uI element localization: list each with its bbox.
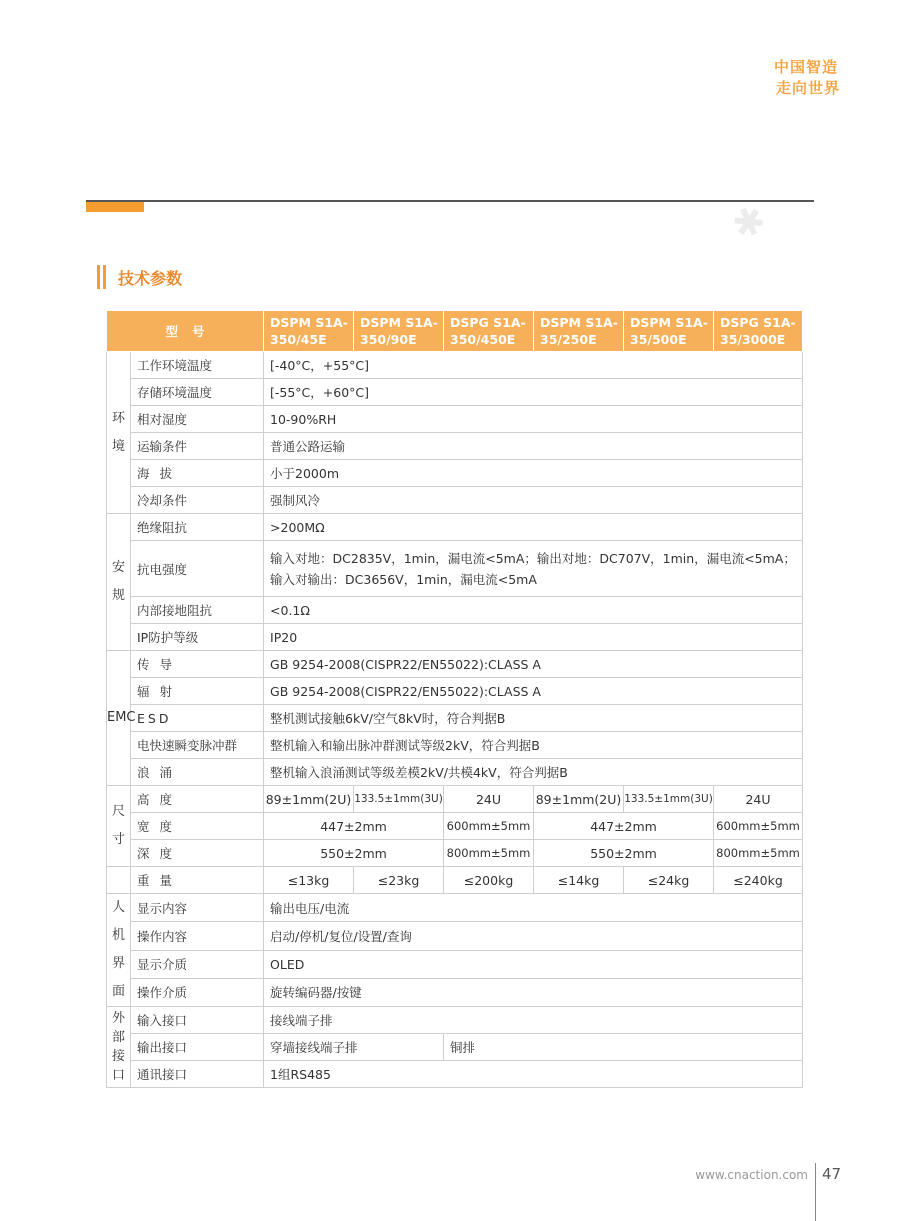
section-title-text: 技术参数 [118, 268, 183, 288]
table-header-row [107, 311, 803, 352]
table-row [107, 460, 803, 487]
row-value: IP20 [264, 624, 803, 651]
header-rule [86, 200, 814, 202]
table-row [107, 406, 803, 433]
size-cell: 800mm±5mm [444, 840, 534, 867]
row-value: <0.1Ω [264, 597, 803, 624]
size-cell: 133.5±1mm(3U) [624, 786, 714, 813]
row-value: 强制风冷 [264, 487, 803, 514]
row-label: 重量 [131, 867, 264, 894]
row-label: IP防护等级 [131, 624, 264, 651]
table-row [107, 759, 803, 786]
header-model-1: DSPM S1A-350/45E [264, 311, 354, 352]
table-row [107, 867, 803, 894]
brand-slogan [774, 57, 838, 99]
row-label: 相对湿度 [131, 406, 264, 433]
weight-cell: ≤24kg [624, 867, 714, 894]
table-row [107, 678, 803, 705]
row-value: 启动/停机/复位/设置/查询 [264, 922, 803, 950]
row-value: [-55°C，+60°C] [264, 379, 803, 406]
row-value: OLED [264, 950, 803, 978]
size-cell: 447±2mm [534, 813, 714, 840]
table-row [107, 541, 803, 597]
weight-cell: ≤23kg [354, 867, 444, 894]
category-env: 环境 [107, 352, 131, 514]
row-label: 海拔 [131, 460, 264, 487]
row-label: 浪涌 [131, 759, 264, 786]
table-row [107, 1007, 803, 1034]
table-row [107, 950, 803, 978]
table-row [107, 487, 803, 514]
size-cell: 550±2mm [264, 840, 444, 867]
row-value: 小于2000m [264, 460, 803, 487]
weight-cell: ≤200kg [444, 867, 534, 894]
table-row [107, 813, 803, 840]
row-label: 冷却条件 [131, 487, 264, 514]
header-model-label: 型号 [107, 311, 264, 352]
row-label: 显示内容 [131, 894, 264, 922]
row-value-line2: 输入对输出：DC3656V，1min，漏电流<5mA [270, 571, 537, 587]
row-label: 显示介质 [131, 950, 264, 978]
row-label: 绝缘阻抗 [131, 514, 264, 541]
footer-url: www.cnaction.com [695, 1168, 808, 1182]
row-value: 接线端子排 [264, 1007, 803, 1034]
row-label: 抗电强度 [131, 541, 264, 597]
weight-cell: ≤14kg [534, 867, 624, 894]
brand-slogan-line1: 中国智造 [773, 58, 838, 76]
table-row [107, 732, 803, 759]
category-safety: 安规 [107, 514, 131, 651]
table-row [107, 705, 803, 732]
size-cell: 89±1mm(2U) [264, 786, 354, 813]
row-value: 整机测试接触6kV/空气8kV时，符合判据B [264, 705, 803, 732]
row-value: [-40°C，+55°C] [264, 352, 803, 379]
table-row [107, 922, 803, 950]
row-value: 穿墙接线端子排 [264, 1034, 444, 1061]
header-model-2: DSPM S1A-350/90E [354, 311, 444, 352]
header-model-5: DSPM S1A-35/500E [624, 311, 714, 352]
category-hmi: 人机界面 [107, 894, 131, 1007]
header-model-6: DSPG S1A-35/3000E [714, 311, 803, 352]
footer-divider [815, 1163, 816, 1221]
weight-cell: ≤240kg [714, 867, 803, 894]
row-value: 1组RS485 [264, 1061, 803, 1088]
brand-slogan-line2: 走向世界 [775, 79, 840, 97]
category-weight-empty [107, 867, 131, 894]
row-label: 传导 [131, 651, 264, 678]
size-cell: 800mm±5mm [714, 840, 803, 867]
header-rule-accent [86, 202, 144, 212]
row-value-line1: 输入对地：DC2835V，1min，漏电流<5mA；输出对地：DC707V，1min，漏电流<5mA； [270, 550, 796, 566]
row-label: 操作介质 [131, 978, 264, 1006]
table-row [107, 352, 803, 379]
row-label: 输出接口 [131, 1034, 264, 1061]
size-cell: 133.5±1mm(3U) [354, 786, 444, 813]
size-cell: 89±1mm(2U) [534, 786, 624, 813]
category-emc: EMC [107, 651, 131, 786]
row-label: 电快速瞬变脉冲群 [131, 732, 264, 759]
table-row [107, 894, 803, 922]
row-label: 宽度 [131, 813, 264, 840]
row-label: 内部接地阻抗 [131, 597, 264, 624]
row-label: 深度 [131, 840, 264, 867]
table-row [107, 624, 803, 651]
title-bar-icon [103, 265, 106, 289]
table-row [107, 433, 803, 460]
table-row [107, 514, 803, 541]
weight-cell: ≤13kg [264, 867, 354, 894]
watermark-glyph: ✱ [725, 195, 773, 250]
section-title [97, 264, 182, 290]
row-label: 辐射 [131, 678, 264, 705]
size-cell: 24U [444, 786, 534, 813]
row-value: >200MΩ [264, 514, 803, 541]
row-value: 10-90%RH [264, 406, 803, 433]
table-row [107, 379, 803, 406]
row-value: 铜排 [444, 1034, 803, 1061]
row-value: 整机输入和输出脉冲群测试等级2kV，符合判据B [264, 732, 803, 759]
header-model-3: DSPG S1A-350/450E [444, 311, 534, 352]
category-size: 尺寸 [107, 786, 131, 867]
row-label: 运输条件 [131, 433, 264, 460]
row-value: 整机输入浪涌测试等级差模2kV/共模4kV，符合判据B [264, 759, 803, 786]
row-label: 高度 [131, 786, 264, 813]
table-row [107, 786, 803, 813]
size-cell: 600mm±5mm [444, 813, 534, 840]
row-label: ESD [131, 705, 264, 732]
row-value: 旋转编码器/按键 [264, 978, 803, 1006]
row-label: 存储环境温度 [131, 379, 264, 406]
table-row [107, 840, 803, 867]
size-cell: 447±2mm [264, 813, 444, 840]
row-value: 普通公路运输 [264, 433, 803, 460]
row-label: 操作内容 [131, 922, 264, 950]
page-number: 47 [822, 1165, 842, 1183]
row-value [264, 541, 803, 597]
row-label: 输入接口 [131, 1007, 264, 1034]
row-label: 通讯接口 [131, 1061, 264, 1088]
table-row [107, 597, 803, 624]
size-cell: 24U [714, 786, 803, 813]
category-io: 外部接口 [107, 1007, 131, 1088]
row-value: 输出电压/电流 [264, 894, 803, 922]
size-cell: 550±2mm [534, 840, 714, 867]
table-row [107, 651, 803, 678]
header-model-4: DSPM S1A-35/250E [534, 311, 624, 352]
row-value: GB 9254-2008(CISPR22/EN55022):CLASS A [264, 651, 803, 678]
table-row [107, 978, 803, 1006]
title-bar-icon [97, 265, 100, 289]
row-value: GB 9254-2008(CISPR22/EN55022):CLASS A [264, 678, 803, 705]
size-cell: 600mm±5mm [714, 813, 803, 840]
table-row [107, 1034, 803, 1061]
spec-table [106, 310, 803, 1088]
table-row [107, 1061, 803, 1088]
row-label: 工作环境温度 [131, 352, 264, 379]
